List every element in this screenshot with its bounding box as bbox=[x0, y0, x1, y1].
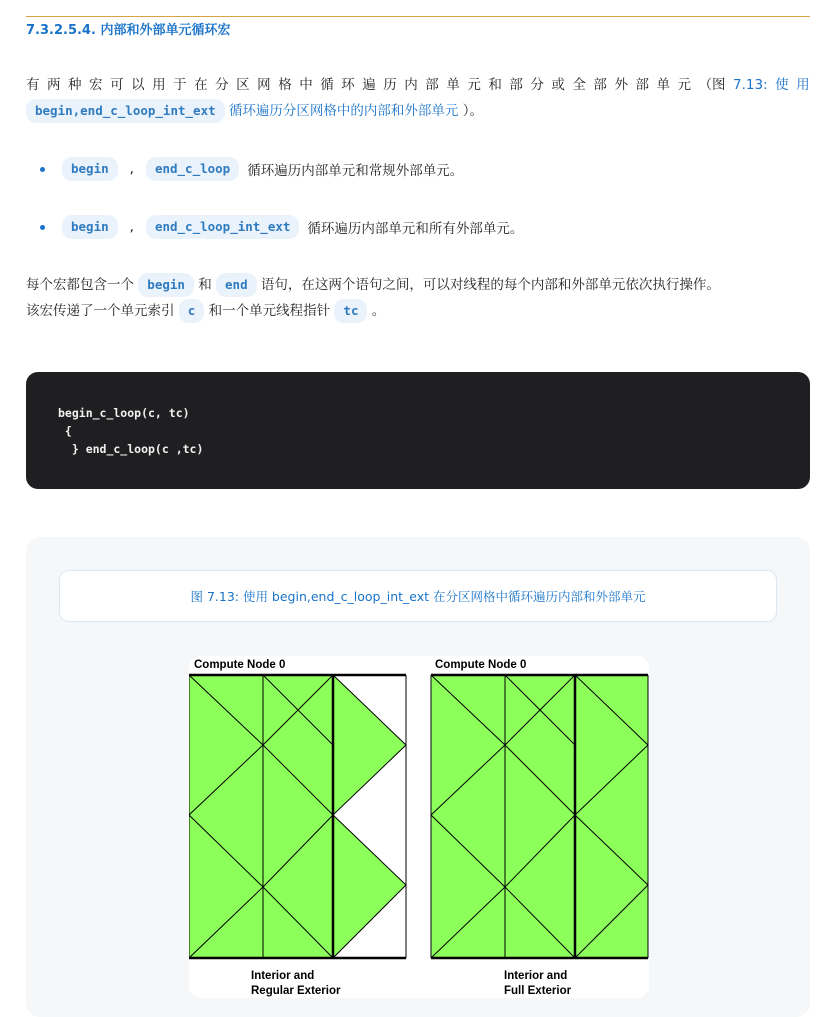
intro-char: 网 bbox=[257, 77, 271, 93]
macro-text: 。 bbox=[371, 303, 386, 319]
intro-line-1 bbox=[26, 72, 810, 98]
intro-char: 和 bbox=[488, 77, 502, 93]
intro-char: 元 bbox=[467, 77, 481, 93]
intro-char: 种 bbox=[68, 77, 82, 93]
intro-char: 部 bbox=[425, 77, 439, 93]
full-exterior-cells bbox=[575, 675, 648, 958]
macro-paragraph bbox=[26, 272, 810, 324]
right-label-line-2: Full Exterior bbox=[504, 985, 572, 997]
interior-cells bbox=[431, 675, 575, 958]
left-label-line-1: Interior and bbox=[251, 970, 315, 982]
intro-char: 于 bbox=[173, 77, 187, 93]
macro-line-2 bbox=[26, 298, 810, 324]
bullet-text: 循环遍历内部单元和常规外部单元。 bbox=[247, 163, 464, 179]
macro-text: 每个宏都包含一个 bbox=[26, 277, 134, 293]
macro-line-1 bbox=[26, 272, 810, 298]
intro-char: 分 bbox=[215, 77, 229, 93]
intro-line-2 bbox=[26, 98, 810, 124]
left-label-line-2: Regular Exterior bbox=[251, 985, 341, 997]
separator: , bbox=[129, 161, 134, 177]
intro-char: 或 bbox=[551, 77, 565, 93]
intro-char: 分 bbox=[530, 77, 544, 93]
right-mesh bbox=[431, 675, 648, 958]
separator: , bbox=[129, 219, 134, 235]
intro-char: 7.13: bbox=[733, 77, 768, 93]
intro-char: 部 bbox=[635, 77, 649, 93]
heading-rule bbox=[26, 16, 810, 17]
intro-char: 在 bbox=[194, 77, 208, 93]
bullet-item-2 bbox=[40, 215, 523, 239]
code-begin: begin bbox=[62, 157, 118, 181]
bullet-dot-icon bbox=[40, 225, 45, 230]
code-end-c-loop-int-ext: end_c_loop_int_ext bbox=[146, 215, 299, 239]
section-heading: 7.3.2.5.4. 内部和外部单元循环宏 bbox=[26, 23, 231, 38]
intro-char: 用 bbox=[796, 77, 810, 93]
figure-caption: 图 7.13: 使用 begin,end_c_loop_int_ext 在分区网格中循环遍历内部和外部单元 bbox=[59, 570, 777, 622]
intro-char: 以 bbox=[131, 77, 145, 93]
intro-end: ）。 bbox=[462, 103, 483, 119]
intro-char: 单 bbox=[656, 77, 670, 93]
left-node-title: Compute Node 0 bbox=[194, 659, 286, 671]
macro-text: 和 bbox=[198, 277, 212, 293]
figure-link-text[interactable]: 循环遍历分区网格中的内部和外部单元 bbox=[228, 103, 459, 119]
intro-paragraph bbox=[26, 72, 810, 124]
intro-char: 环 bbox=[341, 77, 355, 93]
intro-char: 遍 bbox=[362, 77, 376, 93]
macro-text: 和一个单元线程指针 bbox=[208, 303, 331, 319]
intro-char: 部 bbox=[593, 77, 607, 93]
right-label-line-1: Interior and bbox=[504, 970, 568, 982]
macro-text: 语句，在这两个语句之间，可以对线程的每个内部和外部单元依次执行操作。 bbox=[260, 277, 720, 293]
intro-char: 使 bbox=[775, 77, 789, 93]
bullet-dot-icon bbox=[40, 167, 45, 172]
intro-char: 宏 bbox=[89, 77, 103, 93]
macro-text: 该宏传递了一个单元索引 bbox=[26, 303, 175, 319]
interior-cells bbox=[189, 675, 333, 958]
code-block-text: begin_c_loop(c, tc) { } end_c_loop(c ,tc) bbox=[58, 406, 204, 456]
intro-char: 有 bbox=[26, 77, 40, 93]
code-block[interactable] bbox=[26, 372, 810, 489]
intro-char: 元 bbox=[677, 77, 691, 93]
right-node-title: Compute Node 0 bbox=[435, 659, 527, 671]
intro-char: 中 bbox=[299, 77, 313, 93]
intro-char: 格 bbox=[278, 77, 292, 93]
code-begin: begin bbox=[138, 273, 194, 297]
intro-char: 循 bbox=[320, 77, 334, 93]
bullet-item-1 bbox=[40, 157, 463, 181]
figure-link-code[interactable]: begin,end_c_loop_int_ext bbox=[26, 99, 225, 123]
code-begin: begin bbox=[62, 215, 118, 239]
intro-char: （图 bbox=[698, 77, 726, 93]
intro-char: 区 bbox=[236, 77, 250, 93]
code-c: c bbox=[179, 299, 205, 323]
intro-char: 两 bbox=[47, 77, 61, 93]
intro-char: 全 bbox=[572, 77, 586, 93]
intro-char: 内 bbox=[404, 77, 418, 93]
mesh-diagram bbox=[189, 656, 649, 998]
intro-char: 用 bbox=[152, 77, 166, 93]
code-end-c-loop: end_c_loop bbox=[146, 157, 239, 181]
bullet-text: 循环遍历内部单元和所有外部单元。 bbox=[307, 221, 524, 237]
intro-char: 历 bbox=[383, 77, 397, 93]
intro-char: 部 bbox=[509, 77, 523, 93]
intro-char: 可 bbox=[110, 77, 124, 93]
code-end: end bbox=[216, 273, 257, 297]
left-mesh bbox=[189, 675, 406, 958]
intro-char: 外 bbox=[614, 77, 628, 93]
intro-char: 单 bbox=[446, 77, 460, 93]
code-tc: tc bbox=[334, 299, 367, 323]
